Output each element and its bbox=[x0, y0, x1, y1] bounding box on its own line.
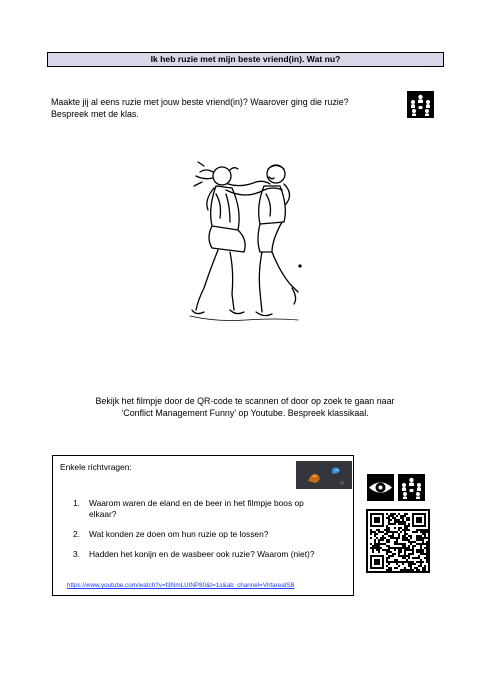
intro-line-1: Maakte jij al eens ruzie met jouw beste vriend(in)? Waarover ging die ruzie? bbox=[51, 97, 349, 107]
fighting-children-illustration bbox=[186, 160, 304, 326]
video-instruction-line-2: ‘Conflict Management Funny’ op Youtube. Bespreek klassikaal. bbox=[121, 408, 369, 418]
video-instruction bbox=[60, 395, 430, 419]
group-discussion-icon bbox=[407, 91, 434, 118]
box-heading: Enkele richtvragen: bbox=[60, 462, 132, 472]
intro-line-2: Bespreek met de klas. bbox=[51, 109, 139, 119]
intro-text bbox=[51, 96, 396, 120]
question-item: 2. Wat konden ze doen om hun ruzie op te lossen? bbox=[73, 529, 269, 539]
eye-icon bbox=[367, 474, 394, 501]
video-thumbnail[interactable] bbox=[296, 461, 352, 489]
questions-list bbox=[73, 498, 333, 569]
question-item: 1. Waarom waren de eland en de beer in het filmpje boos op elkaar? bbox=[73, 498, 304, 519]
guiding-questions-box bbox=[52, 455, 354, 596]
question-item: 3. Hadden het konijn en de wasbeer ook ruzie? Waarom (niet)? bbox=[73, 549, 315, 559]
youtube-link[interactable]: https://www.youtube.com/watch?v=f3NmLUINP80&t=1s&ab_channel=VirtarealSB bbox=[67, 582, 295, 589]
page-title: Ik heb ruzie met mijn beste vriend(in). Wat nu? bbox=[47, 52, 444, 67]
video-instruction-line-1: Bekijk het filmpje door de QR-code te scannen of door op zoek te gaan naar bbox=[95, 396, 395, 406]
qr-code[interactable] bbox=[366, 509, 430, 573]
group-discussion-icon bbox=[398, 474, 425, 501]
